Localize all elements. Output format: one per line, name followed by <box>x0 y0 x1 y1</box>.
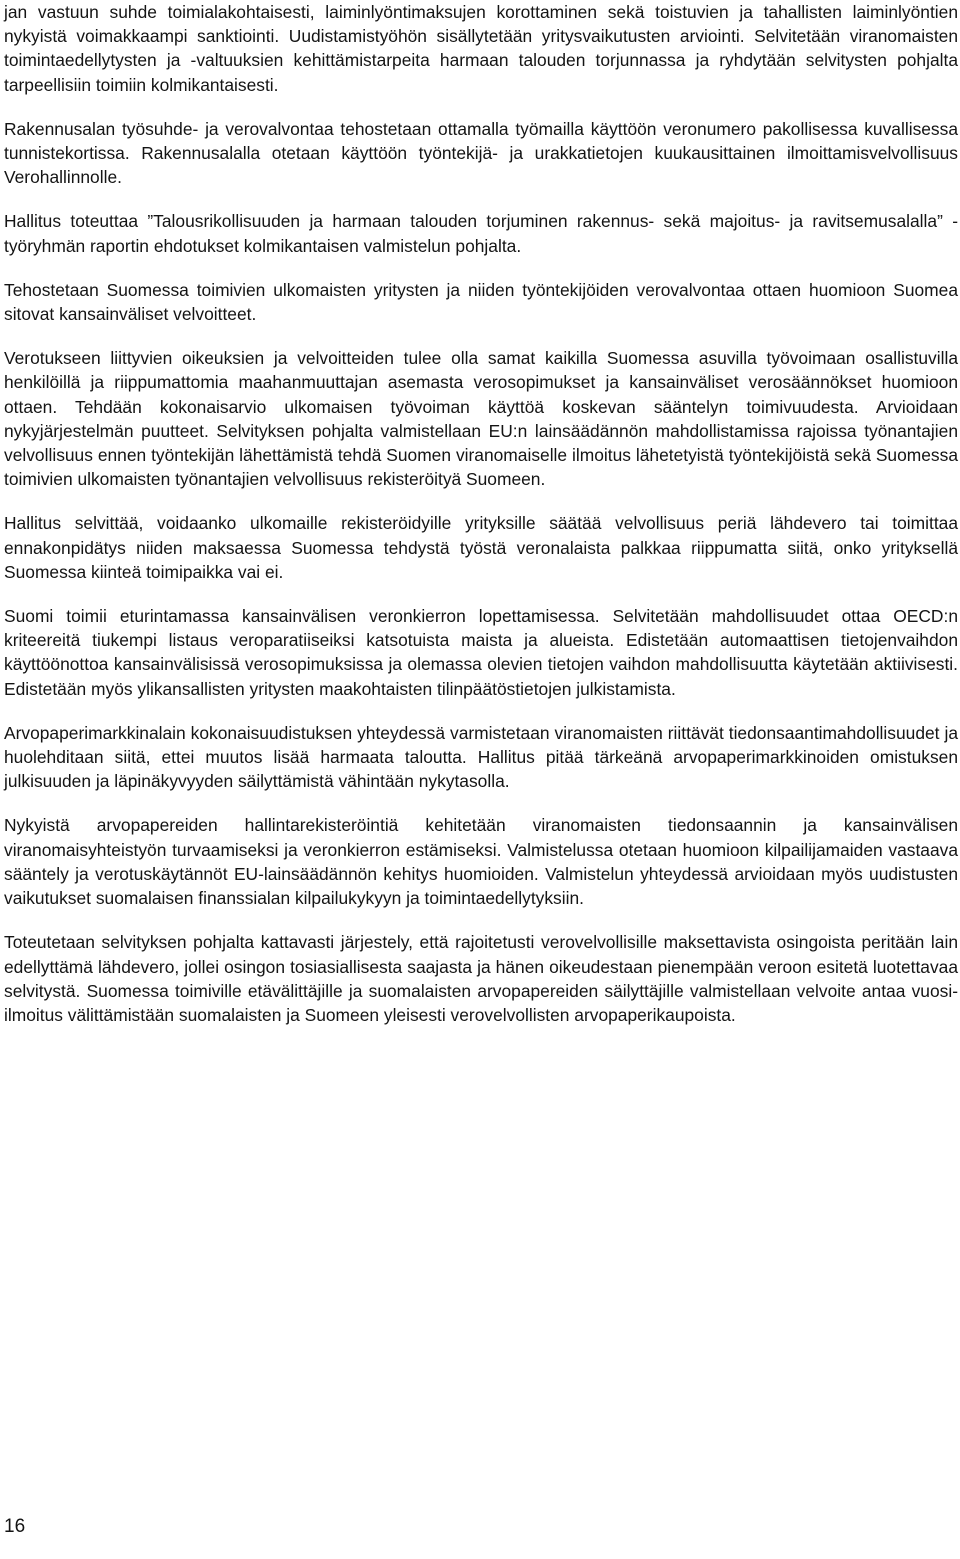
page-number: 16 <box>4 1516 26 1537</box>
paragraph: Arvopaperimarkkinalain kokonaisuudistuksen yhteydessä varmistetaan viranomaisten riittävät tiedonsaantimahdollisuudet ja huolehditaan siitä, ettei muutos lisää harmaata taloutta. Hallitus pitää tärkeänä arvopaperimarkkinoiden omistuksen julkisuuden ja läpinäkyvyyden säilyttämistä vähintään nykytasolla. <box>4 722 958 792</box>
paragraph: Hallitus toteuttaa ”Talousrikollisuuden ja harmaan talouden torjuminen rakennus- sekä majoitus- ja ravitsemusalalla” -työryhmän raportin ehdotukset kolmikantaisen valmistelun pohjalta. <box>4 211 958 256</box>
paragraph: jan vastuun suhde toimialakohtaisesti, laiminlyöntimaksujen korottaminen sekä toistuvien ja tahallisten laiminlyöntien nykyistä voimakkaampi sanktiointi. Uudistamistyöhön sisällytetään yritysvaikutusten arviointi. Selvitetään viranomaisten toimintaedellytysten ja -valtuuksien kehittämistarpeita harmaan talouden torjunnassa ja ryhdytään selvitysten pohjalta tarpeellisiin toimiin kolmikantaisesti. <box>4 2 958 95</box>
paragraph: Verotukseen liittyvien oikeuksien ja velvoitteiden tulee olla samat kaikilla Suomessa asuvilla työvoimaan osallistuvilla henkilöillä ja riippumattomia maahanmuuttajan asemasta verosopimukset ja kansainväliset verosäännökset huomioon ottaen. Tehdään kokonaisarvio ulkomaisen työvoiman käyttöä koskevan sääntelyn toimivuudesta. Arvioidaan nykyjärjestelmän puutteet. Selvityksen pohjalta valmistellaan EU:n lainsäädännön mahdollistamissa rajoissa työnantajien velvollisuus ennen työntekijän lähettämistä tehdä Suomen viranomaiselle ilmoitus lähetetyistä työntekijöistä sekä Suomessa toimivien ulkomaisten työnantajien velvollisuus rekisteröityä Suomeen. <box>4 348 958 490</box>
paragraph: Tehostetaan Suomessa toimivien ulkomaisten yritysten ja niiden työntekijöiden verovalvontaa ottaen huomioon Suomea sitovat kansainväliset velvoitteet. <box>4 279 958 325</box>
paragraph: Rakennusalan työsuhde- ja verovalvontaa tehostetaan ottamalla työmailla käyttöön veronumero pakollisessa kuvallisessa tunnistekortissa. Rakennusalalla otetaan käyttöön työntekijä- ja urakkatietojen kuukausittainen ilmoittamisvelvollisuus Verohallinnolle. <box>4 118 958 188</box>
document-body <box>4 0 958 1047</box>
paragraph: Toteutetaan selvityksen pohjalta kattavasti järjestely, että rajoitetusti verovelvollisille maksettavista osingoista peritään lain edellyttämä lähdevero, jollei osingon tosiasiallisesta saajasta ja hänen oikeudestaan pienempään veroon esitetä luotettavaa selvitystä. Suomessa toimiville etävälittäjille ja suomalaisten arvopapereiden säilyttäjille valmistellaan velvoite antaa vuosi-ilmoitus välittämistään suomalaisten ja Suomeen yleisesti verovelvollisten arvopaperikaupoista. <box>4 932 958 1025</box>
paragraph: Suomi toimii eturintamassa kansainvälisen veronkierron lopettamisessa. Selvitetään mahdollisuudet ottaa OECD:n kriteereitä tiukempi listaus veroparatiiseiksi katsotuista maista ja alueista. Edistetään automaattisen tietojenvaihdon käyttöönottoa kansainvälisissä verosopimuksissa ja olemassa olevien tietojen vaihdon mahdollisuutta käytetään aktiivisesti. Edistetään myös ylikansallisten yritysten maakohtaisten tilinpäätöstietojen julkistamista. <box>4 606 958 699</box>
paragraph: Hallitus selvittää, voidaanko ulkomaille rekisteröidyille yrityksille säätää velvollisuus periä lähdevero tai toimittaa ennakonpidätys niiden maksaessa Suomessa tehdystä työstä veronalaista palkkaa riippumatta siitä, onko yrityksellä Suomessa kiinteä toimipaikka vai ei. <box>4 513 958 582</box>
paragraph: Nykyistä arvopapereiden hallintarekisteröintiä kehitetään viranomaisten tiedonsaannin ja kansainvälisen viranomaisyhteistyön turvaamiseksi ja veronkierron estämiseksi. Valmistelussa otetaan huomioon kilpailijamaiden vastaava sääntely ja verotuskäytännöt EU-lainsäädännön kehitys huomioiden. Valmistelun yhteydessä arvioidaan myös uudistusten vaikutukset suomalaisen finanssialan kilpailukykyyn ja toimintaedellytyksiin. <box>4 815 958 909</box>
